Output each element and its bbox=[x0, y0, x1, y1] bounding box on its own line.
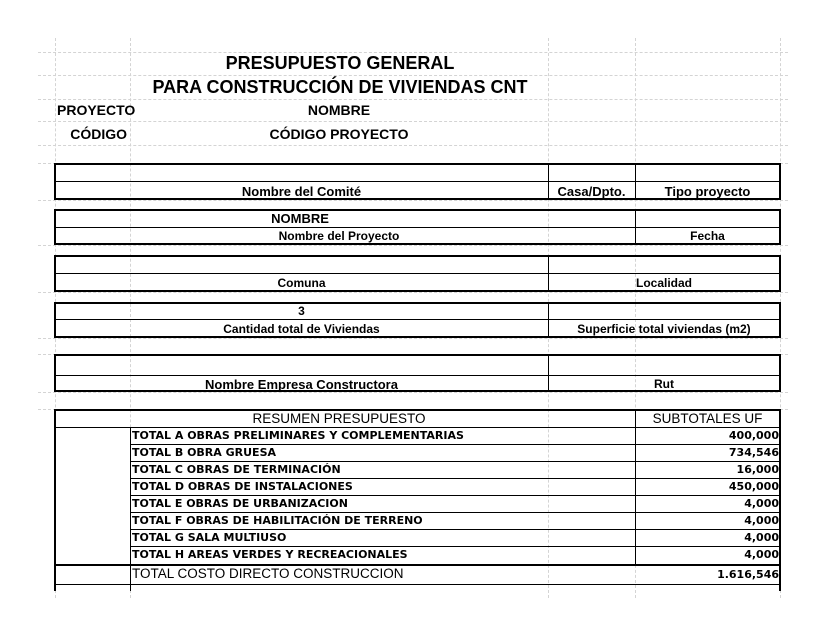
proyecto-label: PROYECTO bbox=[57, 102, 136, 118]
comuna-label: Comuna bbox=[277, 276, 326, 290]
title-line-1: PRESUPUESTO GENERAL bbox=[225, 53, 455, 73]
casa-dpto-label: Casa/Dpto. bbox=[557, 184, 626, 199]
superficie-label: Superficie total viviendas (m2) bbox=[577, 322, 751, 336]
resumen-item-value: 4,000 bbox=[744, 514, 779, 527]
nombre-proyecto-label: Nombre del Proyecto bbox=[278, 229, 400, 243]
resumen-item-label: TOTAL C OBRAS DE TERMINACIÓN bbox=[132, 463, 341, 476]
total-costo-value: 1.616,546 bbox=[717, 568, 779, 581]
row-divider bbox=[130, 512, 780, 513]
resumen-item-value: 734,546 bbox=[728, 446, 779, 459]
resumen-item-label: TOTAL D OBRAS DE INSTALACIONES bbox=[132, 480, 353, 493]
resumen-item-value: 4,000 bbox=[744, 531, 779, 544]
proyecto-nombre: NOMBRE bbox=[271, 211, 329, 226]
comite-label: Nombre del Comité bbox=[241, 184, 362, 199]
rut-label: Rut bbox=[654, 377, 674, 391]
resumen-item-label: TOTAL B OBRA GRUESA bbox=[132, 446, 276, 459]
empresa-label: Nombre Empresa Constructora bbox=[205, 377, 398, 392]
resumen-item-label: TOTAL E OBRAS DE URBANIZACION bbox=[132, 497, 348, 510]
resumen-item-value: 4,000 bbox=[744, 497, 779, 510]
resumen-item-label: TOTAL H AREAS VERDES Y RECREACIONALES bbox=[132, 548, 408, 561]
row-divider bbox=[130, 529, 780, 530]
resumen-item-value: 4,000 bbox=[744, 548, 779, 561]
row-divider bbox=[130, 546, 780, 547]
localidad-label: Localidad bbox=[635, 276, 692, 290]
tipo-proyecto-label: Tipo proyecto bbox=[664, 184, 751, 199]
fecha-label: Fecha bbox=[690, 229, 725, 243]
cantidad-viviendas-value: 3 bbox=[298, 304, 305, 318]
codigo-label: CÓDIGO bbox=[70, 126, 127, 142]
resumen-item-label: TOTAL A OBRAS PRELIMINARES Y COMPLEMENTARIAS bbox=[132, 429, 464, 442]
resumen-header: RESUMEN PRESUPUESTO bbox=[252, 411, 426, 426]
row-divider bbox=[130, 461, 780, 462]
title-line-2: PARA CONSTRUCCIÓN DE VIVIENDAS CNT bbox=[152, 77, 528, 97]
row-divider bbox=[130, 478, 780, 479]
resumen-item-value: 400,000 bbox=[728, 429, 779, 442]
total-costo-label: TOTAL COSTO DIRECTO CONSTRUCCION bbox=[132, 566, 404, 581]
row-divider bbox=[130, 495, 780, 496]
resumen-item-label: TOTAL F OBRAS DE HABILITACIÓN DE TERRENO bbox=[132, 514, 423, 527]
resumen-item-label: TOTAL G SALA MULTIUSO bbox=[132, 531, 287, 544]
cantidad-viviendas-label: Cantidad total de Viviendas bbox=[223, 322, 380, 336]
codigo-value: CÓDIGO PROYECTO bbox=[269, 126, 409, 142]
resumen-item-value: 450,000 bbox=[728, 480, 779, 493]
row-divider bbox=[130, 444, 780, 445]
proyecto-value: NOMBRE bbox=[307, 102, 371, 118]
subtotales-header: SUBTOTALES UF bbox=[652, 411, 763, 426]
resumen-item-value: 16,000 bbox=[736, 463, 779, 476]
